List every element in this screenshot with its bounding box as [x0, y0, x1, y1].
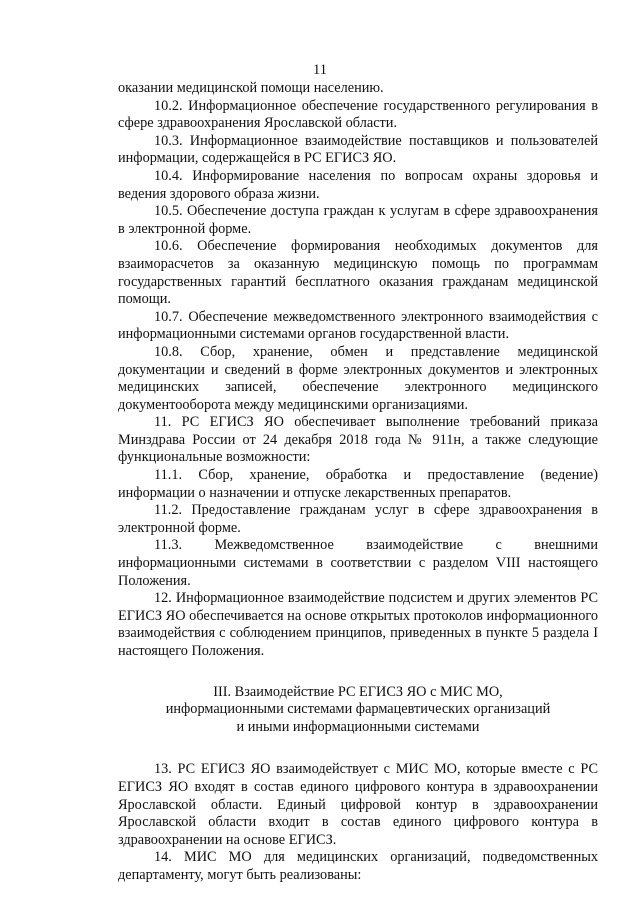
paragraph: 13. РС ЕГИСЗ ЯО взаимодействует с МИС МО, которые вместе с РС ЕГИСЗ ЯО входят в состав единого цифрового контура в здравоохранении Ярославской области. Единый цифровой контур в здравоохранении Ярославской области входит в состав единого цифрового контура в здравоохранении на основе ЕГИСЗ.	[118, 761, 598, 848]
paragraph: 11.3. Межведомственное взаимодействие с внешними информационными системами в соответствии с разделом VIII настоящего Положения.	[118, 537, 598, 589]
section-heading	[118, 684, 598, 737]
paragraphs-bottom	[118, 761, 598, 884]
paragraph: 11.1. Сбор, хранение, обработка и предоставление (ведение) информации о назначении и отпуске лекарственных препаратов.	[118, 467, 598, 501]
paragraph: 10.7. Обеспечение межведомственного электронного взаимодействия с информационными системами органов государственной власти.	[118, 308, 598, 343]
paragraph: 10.3. Информационное взаимодействие поставщиков и пользователей информации, содержащейся в РС ЕГИСЗ ЯО.	[118, 132, 598, 167]
section-heading-line: информационными системами фармацевтических организаций	[165, 701, 551, 718]
document-body	[118, 80, 598, 885]
paragraph: 11.2. Предоставление гражданам услуг в сфере здравоохранения в электронной форме.	[118, 502, 598, 536]
page-number: 11	[313, 62, 327, 78]
section-heading-line: и иными информационными системами	[236, 718, 480, 735]
section-heading-line: III. Взаимодействие РС ЕГИСЗ ЯО с МИС МО,	[213, 683, 503, 700]
paragraph: оказании медицинской помощи населению.	[118, 80, 384, 96]
paragraph: 10.5. Обеспечение доступа граждан к услугам в сфере здравоохранения в электронной форме.	[118, 203, 598, 237]
paragraph: 14. МИС МО для медицинских организаций, подведомственных департаменту, могут быть реализованы:	[118, 849, 598, 883]
paragraphs-top	[118, 80, 598, 661]
paragraph: 10.2. Информационное обеспечение государственного регулирования в сфере здравоохранения Ярославской области.	[118, 97, 598, 132]
paragraph: 10.8. Сбор, хранение, обмен и представление медицинской документации и сведений в форме электронных документов и электронных медицинских записей, обеспечение электронного медицинского документооборота между медицинскими организациями.	[118, 343, 598, 413]
paragraph: 11. РС ЕГИСЗ ЯО обеспечивает выполнение требований приказа Минздрава России от 24 декабря 2018 года № 911н, а также следующие функциональные возможности:	[118, 414, 598, 466]
paragraph: 10.6. Обеспечение формирования необходимых документов для взаиморасчетов за оказанную медицинскую помощь по программам государственных гарантий бесплатного оказания гражданам медицинской помощи.	[118, 238, 598, 308]
paragraph: 10.4. Информирование населения по вопросам охраны здоровья и ведения здорового образа жизни.	[118, 167, 598, 202]
paragraph: 12. Информационное взаимодействие подсистем и других элементов РС ЕГИСЗ ЯО обеспечивается на основе открытых протоколов информационного взаимодействия с соблюдением принципов, приведенных в пункте 5 раздела I настоящего Положения.	[118, 590, 598, 659]
